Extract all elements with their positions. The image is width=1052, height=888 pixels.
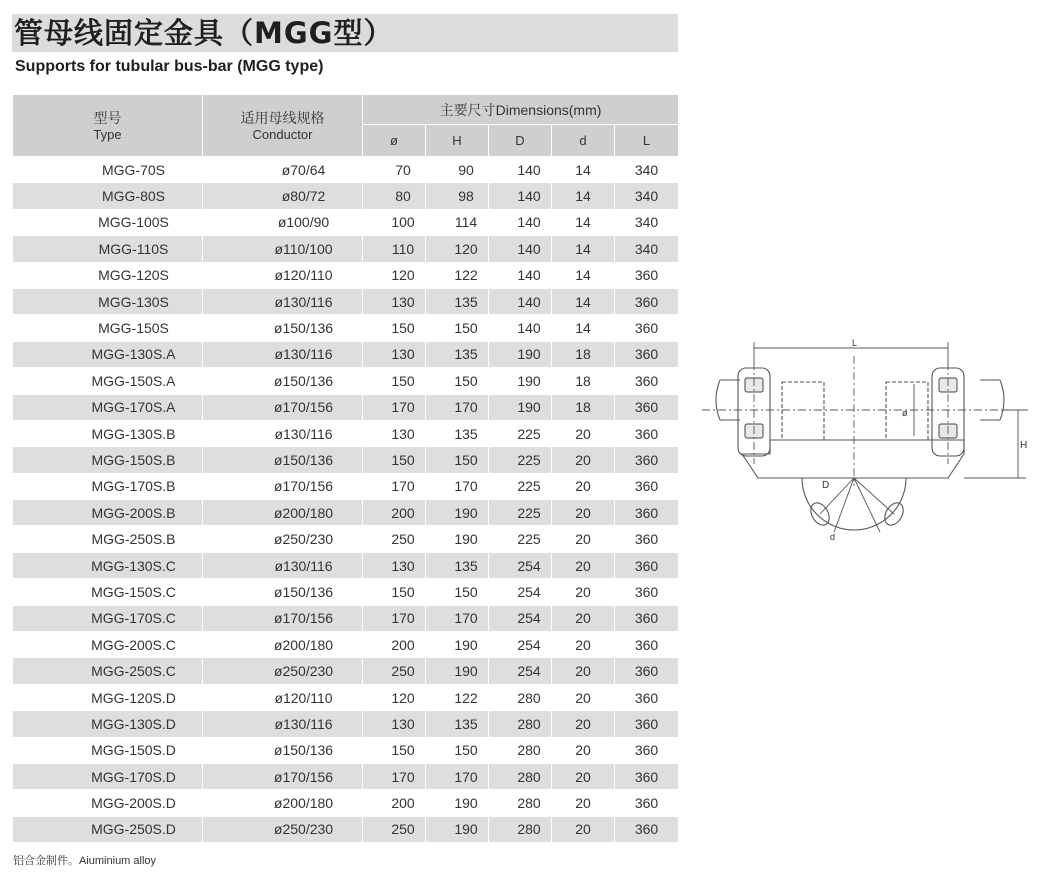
- base-body: [742, 440, 964, 478]
- cell-d-upper: 140: [489, 157, 552, 183]
- cell-l: 360: [615, 763, 679, 789]
- cell-d-lower: 20: [552, 526, 615, 552]
- table-row: [13, 447, 679, 473]
- table-row: [13, 420, 679, 446]
- cell-d-lower: 20: [552, 763, 615, 789]
- cell-conductor: ø200/180: [203, 500, 363, 526]
- cell-conductor: ø120/110: [203, 262, 363, 288]
- cell-phi: 250: [363, 816, 426, 842]
- cell-d-upper: 140: [489, 315, 552, 341]
- cell-h: 135: [426, 341, 489, 367]
- cell-phi: 170: [363, 473, 426, 499]
- cell-model: MGG-170S.D: [13, 763, 203, 789]
- cell-phi: 150: [363, 737, 426, 763]
- cell-model: MGG-200S.C: [13, 632, 203, 658]
- cell-h: 170: [426, 473, 489, 499]
- cell-l: 360: [615, 579, 679, 605]
- table-row: [13, 763, 679, 789]
- cell-d-upper: 225: [489, 420, 552, 446]
- spec-table-body: [13, 157, 679, 843]
- table-row: [13, 394, 679, 420]
- cell-h: 190: [426, 790, 489, 816]
- cell-d-lower: 14: [552, 288, 615, 314]
- cell-conductor: ø110/100: [203, 236, 363, 262]
- cell-model: MGG-120S: [13, 262, 203, 288]
- header-dim-d-lower: d: [552, 125, 615, 157]
- cell-h: 135: [426, 288, 489, 314]
- cell-d-upper: 140: [489, 288, 552, 314]
- cell-conductor: ø80/72: [203, 183, 363, 209]
- cell-phi: 200: [363, 500, 426, 526]
- cell-d-upper: 280: [489, 684, 552, 710]
- cell-l: 360: [615, 341, 679, 367]
- cell-phi: 150: [363, 447, 426, 473]
- cell-conductor: ø150/136: [203, 368, 363, 394]
- cell-phi: 130: [363, 341, 426, 367]
- table-row: [13, 157, 679, 183]
- table-row: [13, 209, 679, 235]
- cell-conductor: ø250/230: [203, 658, 363, 684]
- cell-d-lower: 20: [552, 579, 615, 605]
- cell-h: 170: [426, 394, 489, 420]
- cell-l: 360: [615, 315, 679, 341]
- cell-phi: 100: [363, 209, 426, 235]
- cell-conductor: ø250/230: [203, 526, 363, 552]
- cell-d-lower: 20: [552, 684, 615, 710]
- cell-l: 360: [615, 368, 679, 394]
- cell-d-upper: 254: [489, 605, 552, 631]
- cell-d-lower: 14: [552, 262, 615, 288]
- cell-h: 190: [426, 526, 489, 552]
- cell-model: MGG-150S.C: [13, 579, 203, 605]
- cell-h: 150: [426, 579, 489, 605]
- cell-phi: 200: [363, 790, 426, 816]
- cell-model: MGG-130S: [13, 288, 203, 314]
- cell-h: 90: [426, 157, 489, 183]
- cell-d-lower: 20: [552, 605, 615, 631]
- cell-phi: 110: [363, 236, 426, 262]
- header-dimensions: 主要尺寸Dimensions(mm): [363, 95, 679, 125]
- cell-d-lower: 14: [552, 183, 615, 209]
- cell-phi: 120: [363, 262, 426, 288]
- cell-h: 114: [426, 209, 489, 235]
- cell-d-lower: 20: [552, 552, 615, 578]
- cell-conductor: ø130/116: [203, 288, 363, 314]
- cell-d-lower: 18: [552, 341, 615, 367]
- cell-phi: 200: [363, 632, 426, 658]
- cell-model: MGG-200S.B: [13, 500, 203, 526]
- cell-d-lower: 20: [552, 711, 615, 737]
- cell-d-lower: 18: [552, 394, 615, 420]
- cell-conductor: ø100/90: [203, 209, 363, 235]
- label-phi: ø: [902, 409, 908, 419]
- cell-d-upper: 254: [489, 579, 552, 605]
- table-row: [13, 288, 679, 314]
- header-dim-d-upper: D: [489, 125, 552, 157]
- table-row: [13, 368, 679, 394]
- header-conductor-en: Conductor: [252, 126, 313, 142]
- cell-d-lower: 20: [552, 473, 615, 499]
- cell-model: MGG-250S.B: [13, 526, 203, 552]
- header-dim-phi: ø: [363, 125, 426, 157]
- cell-h: 190: [426, 816, 489, 842]
- cell-model: MGG-250S.C: [13, 658, 203, 684]
- cell-d-lower: 20: [552, 737, 615, 763]
- spec-table: [12, 94, 679, 843]
- cell-conductor: ø150/136: [203, 315, 363, 341]
- header-dim-l: L: [615, 125, 679, 157]
- cell-phi: 130: [363, 711, 426, 737]
- cell-d-lower: 20: [552, 447, 615, 473]
- cell-l: 360: [615, 737, 679, 763]
- cell-l: 360: [615, 790, 679, 816]
- cell-model: MGG-110S: [13, 236, 203, 262]
- cell-conductor: ø70/64: [203, 157, 363, 183]
- cell-l: 360: [615, 262, 679, 288]
- cell-conductor: ø250/230: [203, 816, 363, 842]
- cell-h: 135: [426, 420, 489, 446]
- cell-conductor: ø170/156: [203, 473, 363, 499]
- cell-model: MGG-130S.B: [13, 420, 203, 446]
- cell-d-upper: 280: [489, 763, 552, 789]
- table-row: [13, 183, 679, 209]
- label-d-lower: d: [830, 532, 836, 542]
- cell-l: 340: [615, 236, 679, 262]
- cell-l: 360: [615, 420, 679, 446]
- table-row: [13, 605, 679, 631]
- cell-h: 122: [426, 262, 489, 288]
- label-l: L: [852, 338, 858, 348]
- cell-d-upper: 225: [489, 473, 552, 499]
- cell-model: MGG-170S.A: [13, 394, 203, 420]
- label-h: H: [1020, 440, 1028, 451]
- cell-phi: 130: [363, 420, 426, 446]
- tube-end-left: [716, 380, 720, 420]
- footnote: 铝合金制件。Aiuminium alloy: [13, 855, 157, 867]
- cell-conductor: ø170/156: [203, 605, 363, 631]
- cell-phi: 130: [363, 288, 426, 314]
- tube-end-right: [1000, 380, 1004, 420]
- cell-conductor: ø130/116: [203, 711, 363, 737]
- cell-phi: 120: [363, 684, 426, 710]
- table-row: [13, 341, 679, 367]
- header-conductor: [203, 95, 363, 157]
- cell-d-upper: 254: [489, 658, 552, 684]
- cell-conductor: ø170/156: [203, 763, 363, 789]
- cell-phi: 250: [363, 658, 426, 684]
- cell-d-lower: 14: [552, 315, 615, 341]
- cell-d-upper: 225: [489, 447, 552, 473]
- cell-d-upper: 190: [489, 394, 552, 420]
- cell-l: 360: [615, 711, 679, 737]
- cell-model: MGG-80S: [13, 183, 203, 209]
- cell-phi: 170: [363, 763, 426, 789]
- cell-l: 360: [615, 658, 679, 684]
- cell-h: 135: [426, 711, 489, 737]
- cell-d-lower: 20: [552, 658, 615, 684]
- cell-conductor: ø150/136: [203, 579, 363, 605]
- cell-h: 150: [426, 447, 489, 473]
- cell-h: 190: [426, 500, 489, 526]
- support-drawing: [702, 336, 1032, 556]
- cell-l: 340: [615, 183, 679, 209]
- table-row: [13, 737, 679, 763]
- cell-model: MGG-170S.C: [13, 605, 203, 631]
- cell-l: 360: [615, 500, 679, 526]
- cell-l: 360: [615, 816, 679, 842]
- table-row: [13, 262, 679, 288]
- cell-d-upper: 225: [489, 500, 552, 526]
- cell-d-lower: 14: [552, 236, 615, 262]
- cell-h: 120: [426, 236, 489, 262]
- cell-l: 340: [615, 209, 679, 235]
- cell-d-lower: 18: [552, 368, 615, 394]
- cell-phi: 250: [363, 526, 426, 552]
- cell-model: MGG-200S.D: [13, 790, 203, 816]
- cell-l: 360: [615, 632, 679, 658]
- cell-conductor: ø120/110: [203, 684, 363, 710]
- cell-h: 98: [426, 183, 489, 209]
- cell-model: MGG-70S: [13, 157, 203, 183]
- table-row: [13, 816, 679, 842]
- table-row: [13, 526, 679, 552]
- table-row: [13, 236, 679, 262]
- label-d-upper: D: [822, 480, 830, 491]
- cell-d-lower: 20: [552, 790, 615, 816]
- header-conductor-cn: 适用母线规格: [240, 109, 325, 126]
- cell-model: MGG-250S.D: [13, 816, 203, 842]
- cell-model: MGG-130S.C: [13, 552, 203, 578]
- cell-conductor: ø150/136: [203, 737, 363, 763]
- cell-h: 190: [426, 658, 489, 684]
- cell-conductor: ø130/116: [203, 341, 363, 367]
- table-row: [13, 552, 679, 578]
- cell-d-upper: 254: [489, 632, 552, 658]
- cell-l: 360: [615, 288, 679, 314]
- cell-phi: 170: [363, 605, 426, 631]
- header-dim-h: H: [426, 125, 489, 157]
- table-row: [13, 500, 679, 526]
- cell-l: 360: [615, 684, 679, 710]
- cell-d-lower: 20: [552, 816, 615, 842]
- header-model: [13, 95, 203, 157]
- cell-d-upper: 254: [489, 552, 552, 578]
- table-row: [13, 473, 679, 499]
- table-row: [13, 658, 679, 684]
- cell-model: MGG-130S.A: [13, 341, 203, 367]
- cell-h: 170: [426, 605, 489, 631]
- cell-phi: 150: [363, 368, 426, 394]
- cell-conductor: ø170/156: [203, 394, 363, 420]
- cell-d-upper: 280: [489, 711, 552, 737]
- cell-d-lower: 20: [552, 632, 615, 658]
- cell-h: 150: [426, 315, 489, 341]
- cell-conductor: ø130/116: [203, 420, 363, 446]
- header-model-en: Type: [93, 126, 122, 142]
- cell-model: MGG-170S.B: [13, 473, 203, 499]
- spec-table-header: [13, 95, 679, 157]
- cell-l: 340: [615, 157, 679, 183]
- cell-phi: 80: [363, 183, 426, 209]
- cell-l: 360: [615, 552, 679, 578]
- cell-model: MGG-150S: [13, 315, 203, 341]
- cell-l: 360: [615, 473, 679, 499]
- cell-conductor: ø150/136: [203, 447, 363, 473]
- table-row: [13, 711, 679, 737]
- cell-d-lower: 14: [552, 209, 615, 235]
- table-row: [13, 684, 679, 710]
- cell-model: MGG-130S.D: [13, 711, 203, 737]
- table-row: [13, 632, 679, 658]
- cell-phi: 150: [363, 579, 426, 605]
- cell-d-upper: 190: [489, 341, 552, 367]
- table-row: [13, 579, 679, 605]
- cell-d-upper: 140: [489, 236, 552, 262]
- cell-d-upper: 140: [489, 209, 552, 235]
- cell-d-upper: 280: [489, 790, 552, 816]
- header-model-cn: 型号: [93, 109, 122, 126]
- cell-d-lower: 20: [552, 500, 615, 526]
- cell-h: 150: [426, 737, 489, 763]
- page-title: 管母线固定金具（MGG型）: [14, 16, 394, 50]
- cell-h: 170: [426, 763, 489, 789]
- cell-phi: 130: [363, 552, 426, 578]
- cell-conductor: ø200/180: [203, 632, 363, 658]
- cell-d-upper: 280: [489, 816, 552, 842]
- cell-h: 150: [426, 368, 489, 394]
- cell-l: 360: [615, 605, 679, 631]
- page-subtitle: Supports for tubular bus-bar (MGG type): [15, 58, 324, 75]
- cell-phi: 150: [363, 315, 426, 341]
- cell-h: 190: [426, 632, 489, 658]
- cell-conductor: ø200/180: [203, 790, 363, 816]
- cell-h: 135: [426, 552, 489, 578]
- cell-l: 360: [615, 526, 679, 552]
- cell-h: 122: [426, 684, 489, 710]
- cell-phi: 170: [363, 394, 426, 420]
- cell-d-upper: 280: [489, 737, 552, 763]
- cell-model: MGG-100S: [13, 209, 203, 235]
- table-row: [13, 315, 679, 341]
- cell-d-lower: 20: [552, 420, 615, 446]
- cell-model: MGG-120S.D: [13, 684, 203, 710]
- cell-l: 360: [615, 447, 679, 473]
- table-row: [13, 790, 679, 816]
- cell-d-upper: 190: [489, 368, 552, 394]
- cell-conductor: ø130/116: [203, 552, 363, 578]
- cell-phi: 70: [363, 157, 426, 183]
- cell-l: 360: [615, 394, 679, 420]
- cell-d-upper: 140: [489, 183, 552, 209]
- cell-d-lower: 14: [552, 157, 615, 183]
- cell-d-upper: 225: [489, 526, 552, 552]
- cell-d-upper: 140: [489, 262, 552, 288]
- cell-model: MGG-150S.D: [13, 737, 203, 763]
- cell-model: MGG-150S.A: [13, 368, 203, 394]
- cell-model: MGG-150S.B: [13, 447, 203, 473]
